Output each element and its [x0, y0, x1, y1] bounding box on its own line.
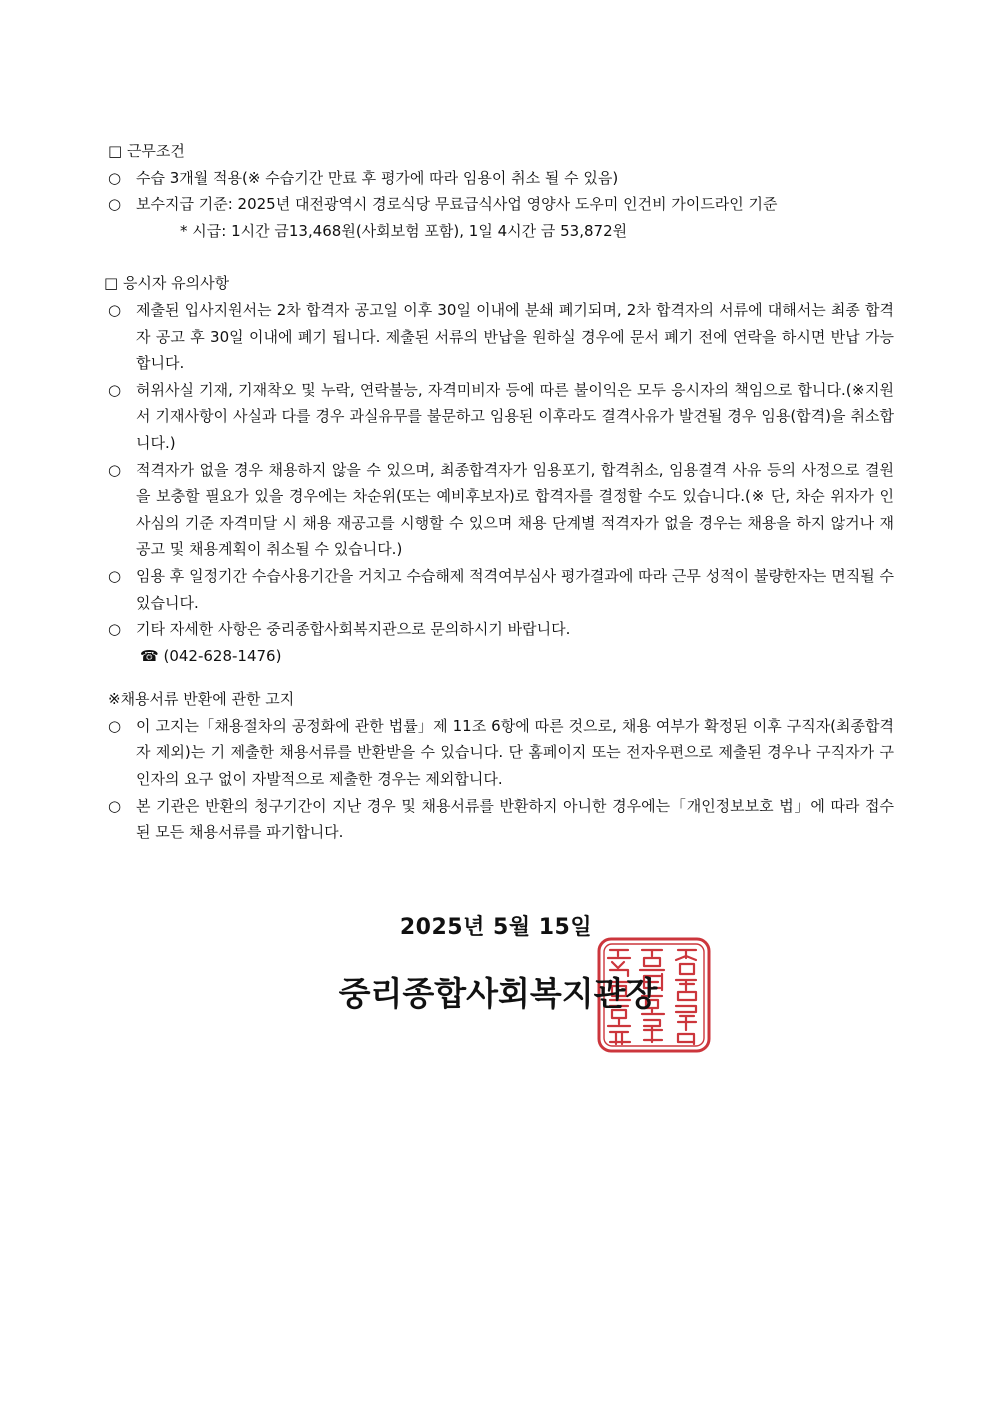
circle-bullet-icon: ○ [108, 195, 122, 214]
circle-bullet-icon: ○ [108, 716, 122, 735]
document-date: 2025년 5월 15일 [399, 915, 593, 940]
phone-number: (042-628-1476) [163, 646, 282, 665]
circle-bullet-icon: ○ [108, 620, 122, 639]
list-item-text: 제출된 입사지원서는 2차 합격자 공고일 이후 30일 이내에 분쇄 폐기되며, 2차 합격자의 서류에 대해서는 최종 합격자 공고 후 30일 이내에 폐기 됩니다. 제출된 서류의 반납을 원하실 경우에 문서 폐기 전에 연락을 하시면 반납 가능합니다. [136, 300, 894, 373]
list-item-text: 적격자가 없을 경우 채용하지 않을 수 있으며, 최종합격자가 임용포기, 합격취소, 임용결격 사유 등의 사정으로 결원을 보충할 필요가 있을 경우에는 차순위(또는 예비후보자)로 합격자를 결정할 수도 있습니다.(※ 단, 차순 위자가 인사심의 기준 자격미달 시 채용 재공고를 시행할 수 있으며 채용 단계별 적격자가 없을 경우는 채용을 하지 않거나 재공고 및 채용계획이 취소될 수 있습니다.) [136, 460, 894, 559]
circle-bullet-icon: ○ [108, 300, 122, 319]
list-item-text: 임용 후 일정기간 수습사용기간을 거치고 수습해제 적격여부심사 평가결과에 따라 근무 성적이 불량한자는 면직될 수 있습니다. [136, 566, 894, 612]
list-item-text: 이 고지는「채용절차의 공정화에 관한 법률」제 11조 6항에 따른 것으로, 채용 여부가 확정된 이후 구직자(최종합격자 제외)는 기 제출한 채용서류를 반환받을 수 있습니다. 단 홈페이지 또는 전자우편으로 제출된 경우나 구직자가 구인자의 요구 없이 자발적으로 제출한 경우는 제외합니다. [136, 716, 894, 789]
list-item [104, 457, 894, 563]
list-item [104, 297, 894, 377]
circle-bullet-icon: ○ [108, 796, 122, 815]
list-item [104, 165, 894, 192]
document-body [104, 138, 894, 846]
list-item [104, 377, 894, 457]
telephone-icon: ☎ [140, 646, 159, 665]
section-title-work-conditions: □ 근무조건 [108, 142, 185, 160]
circle-bullet-icon: ○ [108, 380, 122, 399]
circle-bullet-icon: ○ [108, 168, 122, 187]
list-item-text: 보수지급 기준: 2025년 대전광역시 경로식당 무료급식사업 영양사 도우미 인건비 가이드라인 기준 [136, 195, 778, 214]
list-item [104, 563, 894, 616]
list-item-text: 본 기관은 반환의 청구기간이 지난 경우 및 채용서류를 반환하지 아니한 경우에는「개인정보보호 법」에 따라 접수된 모든 채용서류를 파기합니다. [136, 796, 894, 842]
wage-note: * 시급: 1시간 금13,468원(사회보험 포함), 1일 4시간 금 53,872원 [180, 221, 628, 240]
list-item-text: 허위사실 기재, 기재착오 및 누락, 연락불능, 자격미비자 등에 따른 불이익은 모두 응시자의 책임으로 합니다.(※지원서 기재사항이 사실과 다를 경우 과실유무를 불문하고 임용된 이후라도 결격사유가 발견될 경우 임용(합격)을 취소합니다.) [136, 380, 894, 452]
section-title-applicant-notice: □ 응시자 유의사항 [104, 274, 230, 293]
list-item-text: 기타 자세한 사항은 중리종합사회복지관으로 문의하시기 바랍니다. [136, 620, 571, 639]
circle-bullet-icon: ○ [108, 566, 122, 585]
section-title-document-return: ※채용서류 반환에 관한 고지 [108, 690, 295, 709]
list-item [104, 793, 894, 846]
list-item [104, 191, 894, 218]
circle-bullet-icon: ○ [108, 460, 122, 479]
list-item [104, 713, 894, 793]
contact-phone [104, 643, 894, 670]
list-item [104, 616, 894, 643]
list-item-text: 수습 3개월 적용(※ 수습기간 만료 후 평가에 따라 임용이 취소 될 수 있음) [136, 168, 619, 187]
issuer-name: 중리종합사회복지관장 [338, 974, 658, 1013]
